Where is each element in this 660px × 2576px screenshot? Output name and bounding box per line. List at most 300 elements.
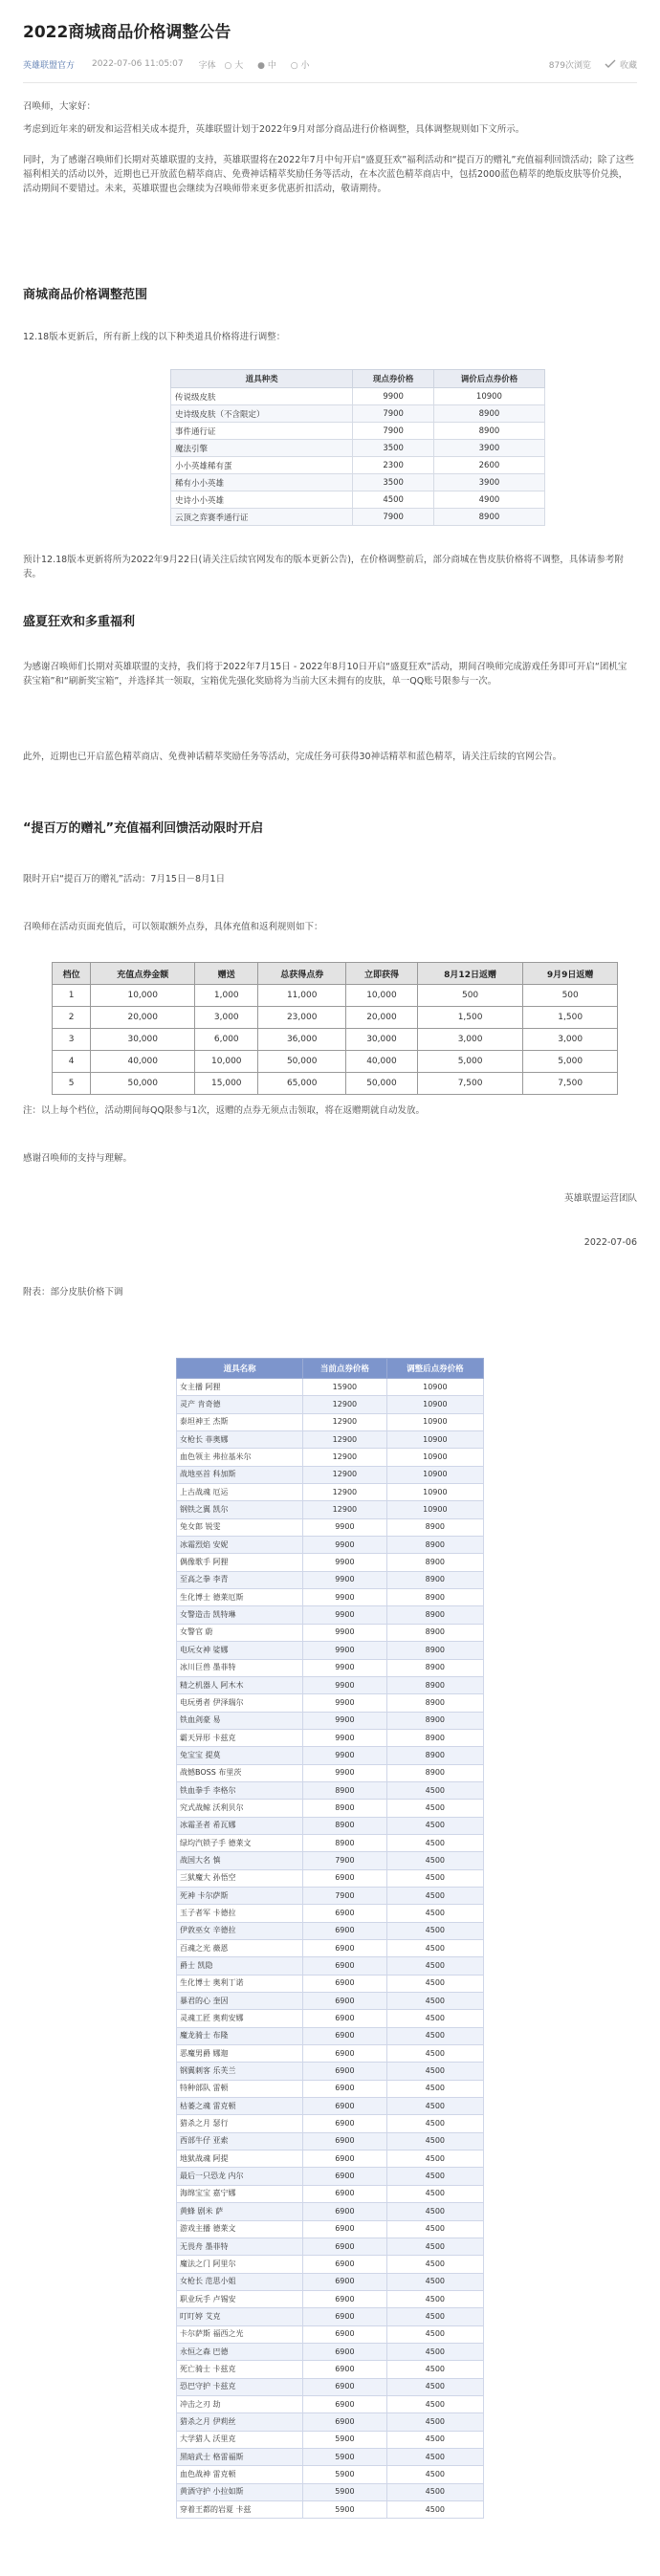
table-row [177, 2343, 484, 2360]
table-cell: 5900 [303, 2448, 387, 2465]
table-row [177, 1694, 484, 1712]
table-cell: 三狱魔大 孙悟空 [177, 1869, 303, 1887]
table-row [171, 423, 545, 440]
table-cell: 猎杀之月 伊莉丝 [177, 2413, 303, 2431]
table-row [53, 1029, 618, 1051]
table-row [53, 1007, 618, 1029]
table-header: 9月9日返赠 [523, 963, 618, 985]
font-small-option[interactable]: ○ 小 [290, 60, 310, 71]
table-row [171, 405, 545, 423]
table-row [53, 1051, 618, 1073]
signature: 英雄联盟运营团队 [563, 1193, 637, 1204]
table-cell: 上古战魂 厄运 [177, 1484, 303, 1501]
table-cell: 6900 [303, 2378, 387, 2395]
table-cell: 云顶之弈赛季通行证 [171, 509, 353, 526]
table-cell: 猎杀之月 瑟行 [177, 2115, 303, 2132]
table-cell: 8900 [386, 1606, 483, 1624]
table-cell: 黄酒守护 小拉如斯 [177, 2483, 303, 2500]
table-cell: 9900 [303, 1589, 387, 1606]
table-cell: 4500 [386, 2168, 483, 2185]
table-header: 8月12日返赠 [417, 963, 523, 985]
table-cell: 西部牛仔 亚索 [177, 2132, 303, 2150]
table-cell: 4500 [386, 2466, 483, 2483]
table-cell: 女警造击 凯特琳 [177, 1606, 303, 1624]
table-cell: 8900 [386, 1676, 483, 1693]
table-cell: 1 [53, 985, 91, 1007]
table-cell: 4500 [386, 1975, 483, 1992]
table-header: 道具名称 [177, 1359, 303, 1379]
font-label: 字体 [198, 60, 216, 71]
table-cell: 3,000 [195, 1007, 258, 1029]
table-cell: 6900 [303, 2203, 387, 2220]
table-cell: 7900 [353, 423, 434, 440]
table-cell: 冰霜圣者 希瓦娜 [177, 1817, 303, 1834]
table-cell: 冰霜烈焰 安妮 [177, 1537, 303, 1554]
table-cell: 灵魂工匠 奥莉安娜 [177, 2010, 303, 2027]
table-cell: 8900 [386, 1589, 483, 1606]
table-row [177, 1379, 484, 1396]
table-cell: 究式战鲸 沃利贝尔 [177, 1800, 303, 1817]
table-cell: 4500 [386, 2063, 483, 2080]
table-cell: 冰川巨兽 墨菲特 [177, 1659, 303, 1676]
table-cell: 6900 [303, 2010, 387, 2027]
table-cell: 灵产 肯奇德 [177, 1396, 303, 1413]
table-cell: 6900 [303, 2220, 387, 2238]
table-cell: 40,000 [346, 1051, 418, 1073]
table-row [177, 1800, 484, 1817]
table-cell: 4500 [386, 2098, 483, 2115]
table-cell: 10900 [386, 1379, 483, 1396]
table-header: 道具种类 [171, 370, 353, 388]
table-cell: 魔法之门 阿里尔 [177, 2256, 303, 2273]
table-cell: 9900 [303, 1537, 387, 1554]
table-cell: 战国大名 慎 [177, 1852, 303, 1869]
table-row [177, 1869, 484, 1887]
table-cell: 8900 [386, 1747, 483, 1764]
table-cell: 10,000 [195, 1051, 258, 1073]
table-cell: 史诗小小英雄 [171, 491, 353, 509]
rules-intro: 召唤师在活动页面充值后，可以领取额外点券，具体充值和返利规则如下： [23, 922, 323, 932]
table-cell: 4500 [386, 1781, 483, 1799]
table-cell: 4500 [386, 1834, 483, 1851]
table-cell: 8900 [386, 1642, 483, 1659]
table-row [177, 1624, 484, 1641]
table-cell: 穿着王都的岩夏 卡兹 [177, 2501, 303, 2519]
table-cell: 9900 [303, 1729, 387, 1746]
appendix-title: 附表：部分皮肤价格下调 [23, 1287, 123, 1298]
table-cell: 6900 [303, 2115, 387, 2132]
table-row [177, 2203, 484, 2220]
table-row [177, 1817, 484, 1834]
table-cell: 8900 [303, 1817, 387, 1834]
table-cell: 黑暗武士 格雷福斯 [177, 2448, 303, 2465]
table-cell: 钢铁之翼 凯尔 [177, 1501, 303, 1518]
table-cell: 4500 [386, 1887, 483, 1904]
table-cell: 12900 [303, 1484, 387, 1501]
table-cell: 6900 [303, 2027, 387, 2044]
table-cell: 女警官 蔚 [177, 1624, 303, 1641]
table-cell: 10900 [386, 1431, 483, 1449]
table-cell: 8900 [303, 1834, 387, 1851]
table-cell: 恶魔男爵 娜迦 [177, 2045, 303, 2063]
table-cell: 地狱战魂 阿提 [177, 2150, 303, 2168]
table-cell: 50,000 [91, 1073, 195, 1095]
scope-intro: 12.18版本更新后，所有新上线的以下种类道具价格将进行调整： [23, 332, 286, 342]
table-cell: 女主播 阿狸 [177, 1379, 303, 1396]
table-cell: 11,000 [258, 985, 346, 1007]
table-cell: 8900 [386, 1554, 483, 1571]
table-row [171, 388, 545, 405]
table-cell: 10900 [386, 1413, 483, 1430]
section-title-scope: 商城商品价格调整范围 [23, 288, 148, 302]
table-header: 当前点券价格 [303, 1359, 387, 1379]
table-cell: 4500 [386, 1800, 483, 1817]
table-cell: 4500 [386, 2431, 483, 2448]
table-cell: 4500 [386, 2290, 483, 2307]
table-cell: 40,000 [91, 1051, 195, 1073]
table-cell: 30,000 [346, 1029, 418, 1051]
table-cell: 4500 [386, 1852, 483, 1869]
essence-paragraph: 此外，近期也已开启蓝色精萃商店、免费神话精萃奖励任务等活动，完成任务可获得30神话精萃和蓝色精萃，请关注后续的官网公告。 [23, 752, 562, 762]
table-row [177, 2045, 484, 2063]
table-cell: 7900 [353, 509, 434, 526]
table-cell: 10900 [386, 1501, 483, 1518]
table-cell: 20,000 [346, 1007, 418, 1029]
table-cell: 36,000 [258, 1029, 346, 1051]
table-row [177, 2220, 484, 2238]
table-row [177, 1537, 484, 1554]
table-cell: 9900 [303, 1712, 387, 1729]
table-row [53, 985, 618, 1007]
table-cell: 事件通行证 [171, 423, 353, 440]
table-cell: 8900 [433, 405, 544, 423]
table-cell: 6900 [303, 2238, 387, 2255]
table-cell: 50,000 [258, 1051, 346, 1073]
table-cell: 9900 [303, 1624, 387, 1641]
author-link[interactable]: 英雄联盟官方 [23, 60, 76, 71]
table-cell: 4500 [386, 2203, 483, 2220]
table-cell: 4500 [386, 2185, 483, 2202]
table-row [171, 457, 545, 474]
page-title: 2022商城商品价格调整公告 [23, 23, 231, 42]
table-cell: 4 [53, 1051, 91, 1073]
table-cell: 玉子者军 卡德拉 [177, 1905, 303, 1922]
table-row [177, 2115, 484, 2132]
table-row [177, 1518, 484, 1536]
table-cell: 3500 [353, 474, 434, 491]
table-cell: 6900 [303, 2308, 387, 2325]
table-cell: 5 [53, 1073, 91, 1095]
table-cell: 绿均汽锁子手 德莱文 [177, 1834, 303, 1851]
table-cell: 6900 [303, 1905, 387, 1922]
table-cell: 9900 [303, 1606, 387, 1624]
table-cell: 5900 [303, 2483, 387, 2500]
table-cell: 20,000 [91, 1007, 195, 1029]
table-row [177, 1589, 484, 1606]
table-row [171, 509, 545, 526]
table-cell: 4500 [386, 2325, 483, 2343]
table-cell: 5900 [303, 2431, 387, 2448]
table-cell: 8900 [386, 1764, 483, 1781]
table-cell: 8900 [303, 1800, 387, 1817]
table-header: 调价后点券价格 [433, 370, 544, 388]
table-cell: 4500 [386, 1817, 483, 1834]
table-row [177, 2448, 484, 2465]
table-row [177, 1781, 484, 1799]
table-cell: 12900 [303, 1431, 387, 1449]
table-row [177, 1606, 484, 1624]
favorite-button[interactable] [605, 58, 637, 71]
table-header: 档位 [53, 963, 91, 985]
table-cell: 6900 [303, 2045, 387, 2063]
table-cell: 12900 [303, 1449, 387, 1466]
table-cell: 3,000 [417, 1029, 523, 1051]
table-cell: 4500 [386, 2027, 483, 2044]
table-cell: 6900 [303, 2063, 387, 2080]
table-row [177, 2098, 484, 2115]
table-cell: 4500 [386, 2238, 483, 2255]
table-cell: 3 [53, 1029, 91, 1051]
table-cell: 5,000 [417, 1051, 523, 1073]
table-cell: 2600 [433, 457, 544, 474]
table-row [177, 1852, 484, 1869]
table-row [177, 1905, 484, 1922]
table-cell: 3900 [433, 440, 544, 457]
table-cell: 伊敦巫女 辛德拉 [177, 1922, 303, 1939]
table-header: 赠送 [195, 963, 258, 985]
table-cell: 12900 [303, 1396, 387, 1413]
table-cell: 8900 [386, 1694, 483, 1712]
table-cell: 5900 [303, 2501, 387, 2519]
table-cell: 23,000 [258, 1007, 346, 1029]
favorite-label: 收藏 [619, 60, 637, 71]
table-row [53, 1073, 618, 1095]
table-cell: 7900 [303, 1852, 387, 1869]
table-header: 现点券价格 [353, 370, 434, 388]
table-cell: 2300 [353, 457, 434, 474]
table-cell: 8900 [433, 509, 544, 526]
table-cell: 12900 [303, 1501, 387, 1518]
table-cell: 10900 [386, 1466, 483, 1483]
update-note: 预计12.18版本更新将所为2022年9月22日(请关注后续官网发布的版本更新公告)，在价格调整前后，部分商城在售皮肤价格将不调整，具体请参考附表。 [23, 555, 624, 579]
recharge-table [52, 962, 618, 1095]
table-cell: 4500 [386, 2395, 483, 2412]
table-cell: 稀有小小英雄 [171, 474, 353, 491]
table-row [177, 2185, 484, 2202]
table-cell: 黄蜂 剧米 萨 [177, 2203, 303, 2220]
table-row [171, 491, 545, 509]
table-cell: 传说级皮肤 [171, 388, 353, 405]
table-row [177, 2413, 484, 2431]
table-row [177, 1975, 484, 1992]
table-cell: 6900 [303, 2168, 387, 2185]
table-cell: 血色战神 雷克顿 [177, 2466, 303, 2483]
table-cell: 6900 [303, 1922, 387, 1939]
table-cell: 3500 [353, 440, 434, 457]
table-cell: 7,500 [417, 1073, 523, 1095]
table-header: 立即获得 [346, 963, 418, 985]
table-row [177, 1922, 484, 1939]
table-cell: 5900 [303, 2466, 387, 2483]
table-cell: 9900 [303, 1764, 387, 1781]
table-cell: 3900 [433, 474, 544, 491]
table-cell: 7900 [353, 405, 434, 423]
table-row [177, 1571, 484, 1588]
table-cell: 6900 [303, 2395, 387, 2412]
table-row [177, 1659, 484, 1676]
section-title-summer: 盛夏狂欢和多重福利 [23, 615, 136, 629]
table-cell: 电玩女神 娑娜 [177, 1642, 303, 1659]
table-row [177, 2325, 484, 2343]
table-row [171, 440, 545, 457]
table-cell: 6900 [303, 1869, 387, 1887]
note-paragraph: 注：以上每个档位，活动期间每QQ限参与1次，返赠的点券无须点击领取，将在返赠期就自动发放。 [23, 1105, 426, 1116]
table-cell: 12900 [303, 1413, 387, 1430]
table-cell: 4900 [433, 491, 544, 509]
table-row [177, 2431, 484, 2448]
table-cell: 冲击之刃 劫 [177, 2395, 303, 2412]
table-cell: 海绵宝宝 嘉宁娜 [177, 2185, 303, 2202]
table-cell: 6900 [303, 2098, 387, 2115]
table-cell: 9900 [303, 1676, 387, 1693]
table-cell: 死神 卡尔萨斯 [177, 1887, 303, 1904]
table-row [177, 2238, 484, 2255]
table-cell: 1,000 [195, 985, 258, 1007]
table-cell: 4500 [386, 2132, 483, 2150]
table-cell: 钢翼刺客 乐芙兰 [177, 2063, 303, 2080]
table-cell: 10900 [386, 1449, 483, 1466]
table-cell: 10900 [386, 1484, 483, 1501]
table-cell: 魔龙骑士 布隆 [177, 2027, 303, 2044]
table-cell: 铁血剑豪 易 [177, 1712, 303, 1729]
table-cell: 8900 [386, 1518, 483, 1536]
table-row [177, 2361, 484, 2378]
table-cell: 战憾BOSS 布里茨 [177, 1764, 303, 1781]
table-cell: 史诗级皮肤（不含限定） [171, 405, 353, 423]
table-header: 充值点券金额 [91, 963, 195, 985]
table-cell: 8900 [386, 1729, 483, 1746]
table-cell: 4500 [386, 2150, 483, 2168]
table-cell: 6900 [303, 2361, 387, 2378]
table-cell: 4500 [386, 2361, 483, 2378]
table-cell: 9900 [303, 1642, 387, 1659]
table-cell: 职业玩手 卢锡安 [177, 2290, 303, 2307]
table-row [177, 1712, 484, 1729]
table-row [177, 2063, 484, 2080]
table-cell: 7,500 [523, 1073, 618, 1095]
event-dates: 限时开启“提百万的赠礼”活动：7月15日－8月1日 [23, 874, 226, 884]
table-cell: 9900 [353, 388, 434, 405]
table-cell: 特种部队 雷顿 [177, 2080, 303, 2097]
table-cell: 4500 [353, 491, 434, 509]
table-cell: 至高之拳 李青 [177, 1571, 303, 1588]
table-row [177, 1466, 484, 1483]
table-row [177, 1764, 484, 1781]
table-row [177, 2273, 484, 2290]
table-cell: 4500 [386, 1993, 483, 2010]
section-title-topup: “提百万的赠礼”充值福利回馈活动限时开启 [23, 821, 264, 836]
table-cell: 4500 [386, 2220, 483, 2238]
table-row [177, 2395, 484, 2412]
table-cell: 2 [53, 1007, 91, 1029]
table-row [177, 2132, 484, 2150]
table-header-row [177, 1359, 484, 1379]
table-cell: 50,000 [346, 1073, 418, 1095]
table-cell: 永恒之森 巴德 [177, 2343, 303, 2360]
table-cell: 15900 [303, 1379, 387, 1396]
favorite-icon [605, 59, 616, 69]
table-cell: 12900 [303, 1466, 387, 1483]
table-row [171, 474, 545, 491]
table-cell: 500 [523, 985, 618, 1007]
table-cell: 6900 [303, 2290, 387, 2307]
table-row [177, 1940, 484, 1957]
table-cell: 女枪长 范思小姐 [177, 2273, 303, 2290]
table-cell: 6900 [303, 1975, 387, 1992]
table-cell: 8900 [386, 1712, 483, 1729]
table-row [177, 1449, 484, 1466]
table-cell: 4500 [386, 2378, 483, 2395]
table-cell: 死亡骑士 卡兹克 [177, 2361, 303, 2378]
table-cell: 爵士 凯隐 [177, 1957, 303, 1975]
table-cell: 4500 [386, 2501, 483, 2519]
table-cell: 精之机器人 阿木木 [177, 1676, 303, 1693]
summer-paragraph: 为感谢召唤师们长期对英雄联盟的支持，我们将于2022年7月15日 - 2022年8月10日开启“盛夏狂欢”活动，期间召唤师完成游戏任务即可开启“团机宝获宝箱”和“刷新奖宝箱”，并选择其一领取，宝箱优先强化奖励将为当前大区未拥有的皮肤，单一QQ账号限参与一次。 [23, 662, 627, 687]
font-medium-option[interactable]: ● 中 [257, 60, 276, 71]
font-large-option[interactable]: ○ 大 [224, 60, 244, 71]
table-header: 调整后点券价格 [386, 1359, 483, 1379]
table-cell: 4500 [386, 2115, 483, 2132]
table-cell: 4500 [386, 2045, 483, 2063]
table-cell: 4500 [386, 2256, 483, 2273]
table-cell: 8900 [386, 1537, 483, 1554]
table-cell: 无畏舟 墨菲特 [177, 2238, 303, 2255]
view-count: 879次浏览 [548, 60, 591, 71]
table-cell: 泰坦神王 杰斯 [177, 1413, 303, 1430]
table-row [177, 1396, 484, 1413]
table-cell: 6900 [303, 2413, 387, 2431]
table-cell: 枯萎之魂 雷克顿 [177, 2098, 303, 2115]
table-cell: 4500 [386, 2343, 483, 2360]
table-row [177, 2080, 484, 2097]
table-cell: 8900 [303, 1781, 387, 1799]
table-cell: 10,000 [346, 985, 418, 1007]
table-cell: 4500 [386, 1869, 483, 1887]
table-cell: 小小英雄稀有蛋 [171, 457, 353, 474]
table-cell: 4500 [386, 2308, 483, 2325]
table-cell: 4500 [386, 1940, 483, 1957]
table-row [177, 1747, 484, 1764]
table-row [177, 2027, 484, 2044]
skin-price-table [176, 1358, 484, 2519]
table-cell: 电玩勇者 伊泽瑞尔 [177, 1694, 303, 1712]
table-row [177, 1484, 484, 1501]
table-cell: 1,500 [523, 1007, 618, 1029]
table-cell: 8900 [386, 1659, 483, 1676]
table-row [177, 1431, 484, 1449]
table-cell: 4500 [386, 1957, 483, 1975]
table-cell: 6,000 [195, 1029, 258, 1051]
table-cell: 生化博士 奥利丁诺 [177, 1975, 303, 1992]
signature-date: 2022-07-06 [583, 1237, 637, 1248]
table-cell: 9900 [303, 1518, 387, 1536]
divider [23, 82, 637, 83]
table-cell: 4500 [386, 2413, 483, 2431]
table-cell: 6900 [303, 1957, 387, 1975]
table-cell: 1,500 [417, 1007, 523, 1029]
publish-date: 2022-07-06 11:05:07 [92, 59, 184, 69]
table-cell: 女枪长 菲奥娜 [177, 1431, 303, 1449]
